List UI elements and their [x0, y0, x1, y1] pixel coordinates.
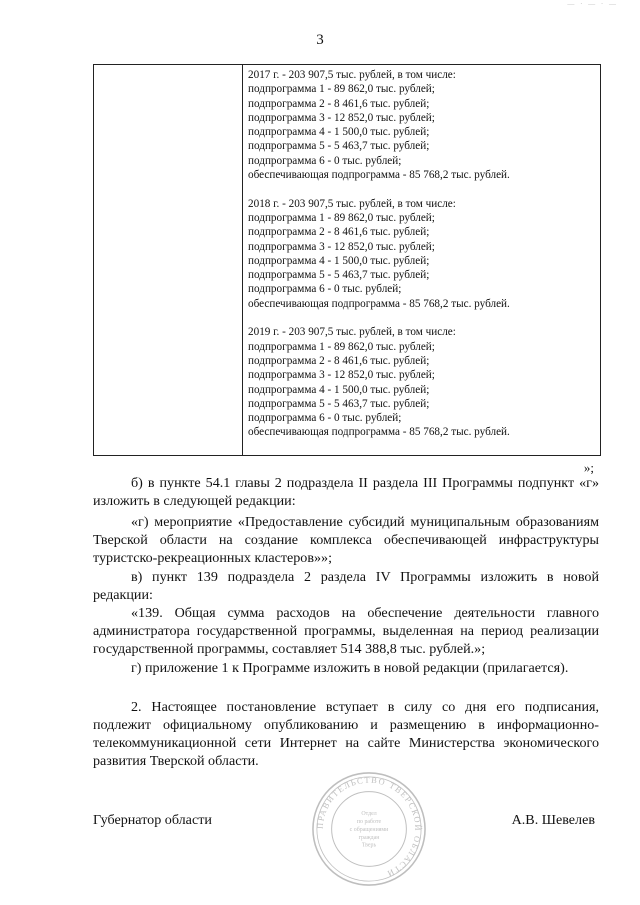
closing-quote: »;	[583, 460, 594, 475]
funding-line: подпрограмма 4 - 1 500,0 тыс. рублей;	[248, 254, 430, 267]
funding-line: подпрограмма 4 - 1 500,0 тыс. рублей;	[248, 383, 430, 396]
signatory-name: А.В. Шевелев	[511, 812, 595, 828]
funding-line: подпрограмма 4 - 1 500,0 тыс. рублей;	[248, 126, 430, 139]
funding-line: подпрограмма 2 - 8 461,6 тыс. рублей;	[248, 226, 430, 239]
funding-year-total: 2018 г. - 203 907,5 тыс. рублей, в том числе:	[248, 197, 456, 210]
funding-year-block	[248, 325, 596, 439]
paragraph-g-quote: «г) мероприятие «Предоставление субсидий муниципальным образованиям Тверской области на создание комплекса обеспечивающей инфраструктуры туристско-рекреационных кластеров»»;	[93, 514, 599, 566]
top-right-mark: — · — · —	[567, 0, 618, 8]
funding-line: подпрограмма 2 - 8 461,6 тыс. рублей;	[248, 354, 430, 367]
funding-line: подпрограмма 1 - 89 862,0 тыс. рублей;	[248, 340, 435, 353]
funding-line: подпрограмма 6 - 0 тыс. рублей;	[248, 283, 402, 296]
seal-inner-text: с обращениями	[349, 826, 389, 833]
funding-line: подпрограмма 5 - 5 463,7 тыс. рублей;	[248, 269, 430, 282]
funding-line: подпрограмма 3 - 12 852,0 тыс. рублей;	[248, 240, 435, 253]
funding-line: подпрограмма 3 - 12 852,0 тыс. рублей;	[248, 369, 435, 382]
seal-inner-text: Тверь	[361, 842, 377, 849]
paragraph-139-quote: «139. Общая сумма расходов на обеспечение деятельности главного администратора государственной программы, выделенная на период реализации государственной программы, составляет 514 388,8 тыс. рублей.»;	[93, 605, 599, 657]
funding-table-cell	[248, 68, 596, 440]
funding-line: обеспечивающая подпрограмма - 85 768,2 тыс. рублей.	[248, 297, 510, 310]
funding-line: подпрограмма 5 - 5 463,7 тыс. рублей;	[248, 140, 430, 153]
seal-inner-text: по работе	[356, 819, 382, 826]
paragraph-g: г) приложение 1 к Программе изложить в новой редакции (прилагается).	[131, 660, 569, 676]
official-seal-stamp	[310, 770, 428, 888]
funding-line: подпрограмма 5 - 5 463,7 тыс. рублей;	[248, 397, 430, 410]
paragraph-2: 2. Настоящее постановление вступает в силу со дня его подписания, подлежит официальному опубликованию и размещению в информационно-телекоммуникационной сети Интернет на сайте Министерства экономического развития Тверской области.	[93, 699, 599, 769]
funding-year-block	[248, 68, 596, 182]
funding-year-block	[248, 197, 596, 311]
funding-year-total: 2019 г. - 203 907,5 тыс. рублей, в том числе:	[248, 326, 456, 339]
funding-year-total: 2017 г. - 203 907,5 тыс. рублей, в том числе:	[248, 69, 456, 81]
funding-line: подпрограмма 1 - 89 862,0 тыс. рублей;	[248, 211, 435, 224]
paragraph-v: в) пункт 139 подраздела 2 раздела IV Программы изложить в новой редакции:	[93, 569, 599, 603]
signatory-position: Губернатор области	[93, 812, 212, 828]
funding-line: обеспечивающая подпрограмма - 85 768,2 тыс. рублей.	[248, 426, 510, 439]
funding-line: подпрограмма 3 - 12 852,0 тыс. рублей;	[248, 111, 435, 124]
funding-line: подпрограмма 6 - 0 тыс. рублей;	[248, 154, 402, 167]
paragraph-b: б) в пункте 54.1 главы 2 подраздела II раздела III Программы подпункт «г» изложить в следующей редакции:	[93, 475, 599, 509]
table-column-divider	[242, 65, 243, 455]
seal-inner-text: граждан	[358, 834, 380, 841]
page-number: 3	[316, 32, 324, 48]
funding-line: обеспечивающая подпрограмма - 85 768,2 тыс. рублей.	[248, 169, 510, 182]
funding-line: подпрограмма 6 - 0 тыс. рублей;	[248, 412, 402, 425]
funding-line: подпрограмма 1 - 89 862,0 тыс. рублей;	[248, 83, 435, 96]
seal-ring-text: ПРАВИТЕЛЬСТВО ТВЕРСКОЙ ОБЛАСТИ	[315, 775, 423, 879]
funding-line: подпрограмма 2 - 8 461,6 тыс. рублей;	[248, 97, 430, 110]
seal-inner-text: Отдел	[361, 811, 377, 818]
funding-table	[93, 64, 601, 456]
